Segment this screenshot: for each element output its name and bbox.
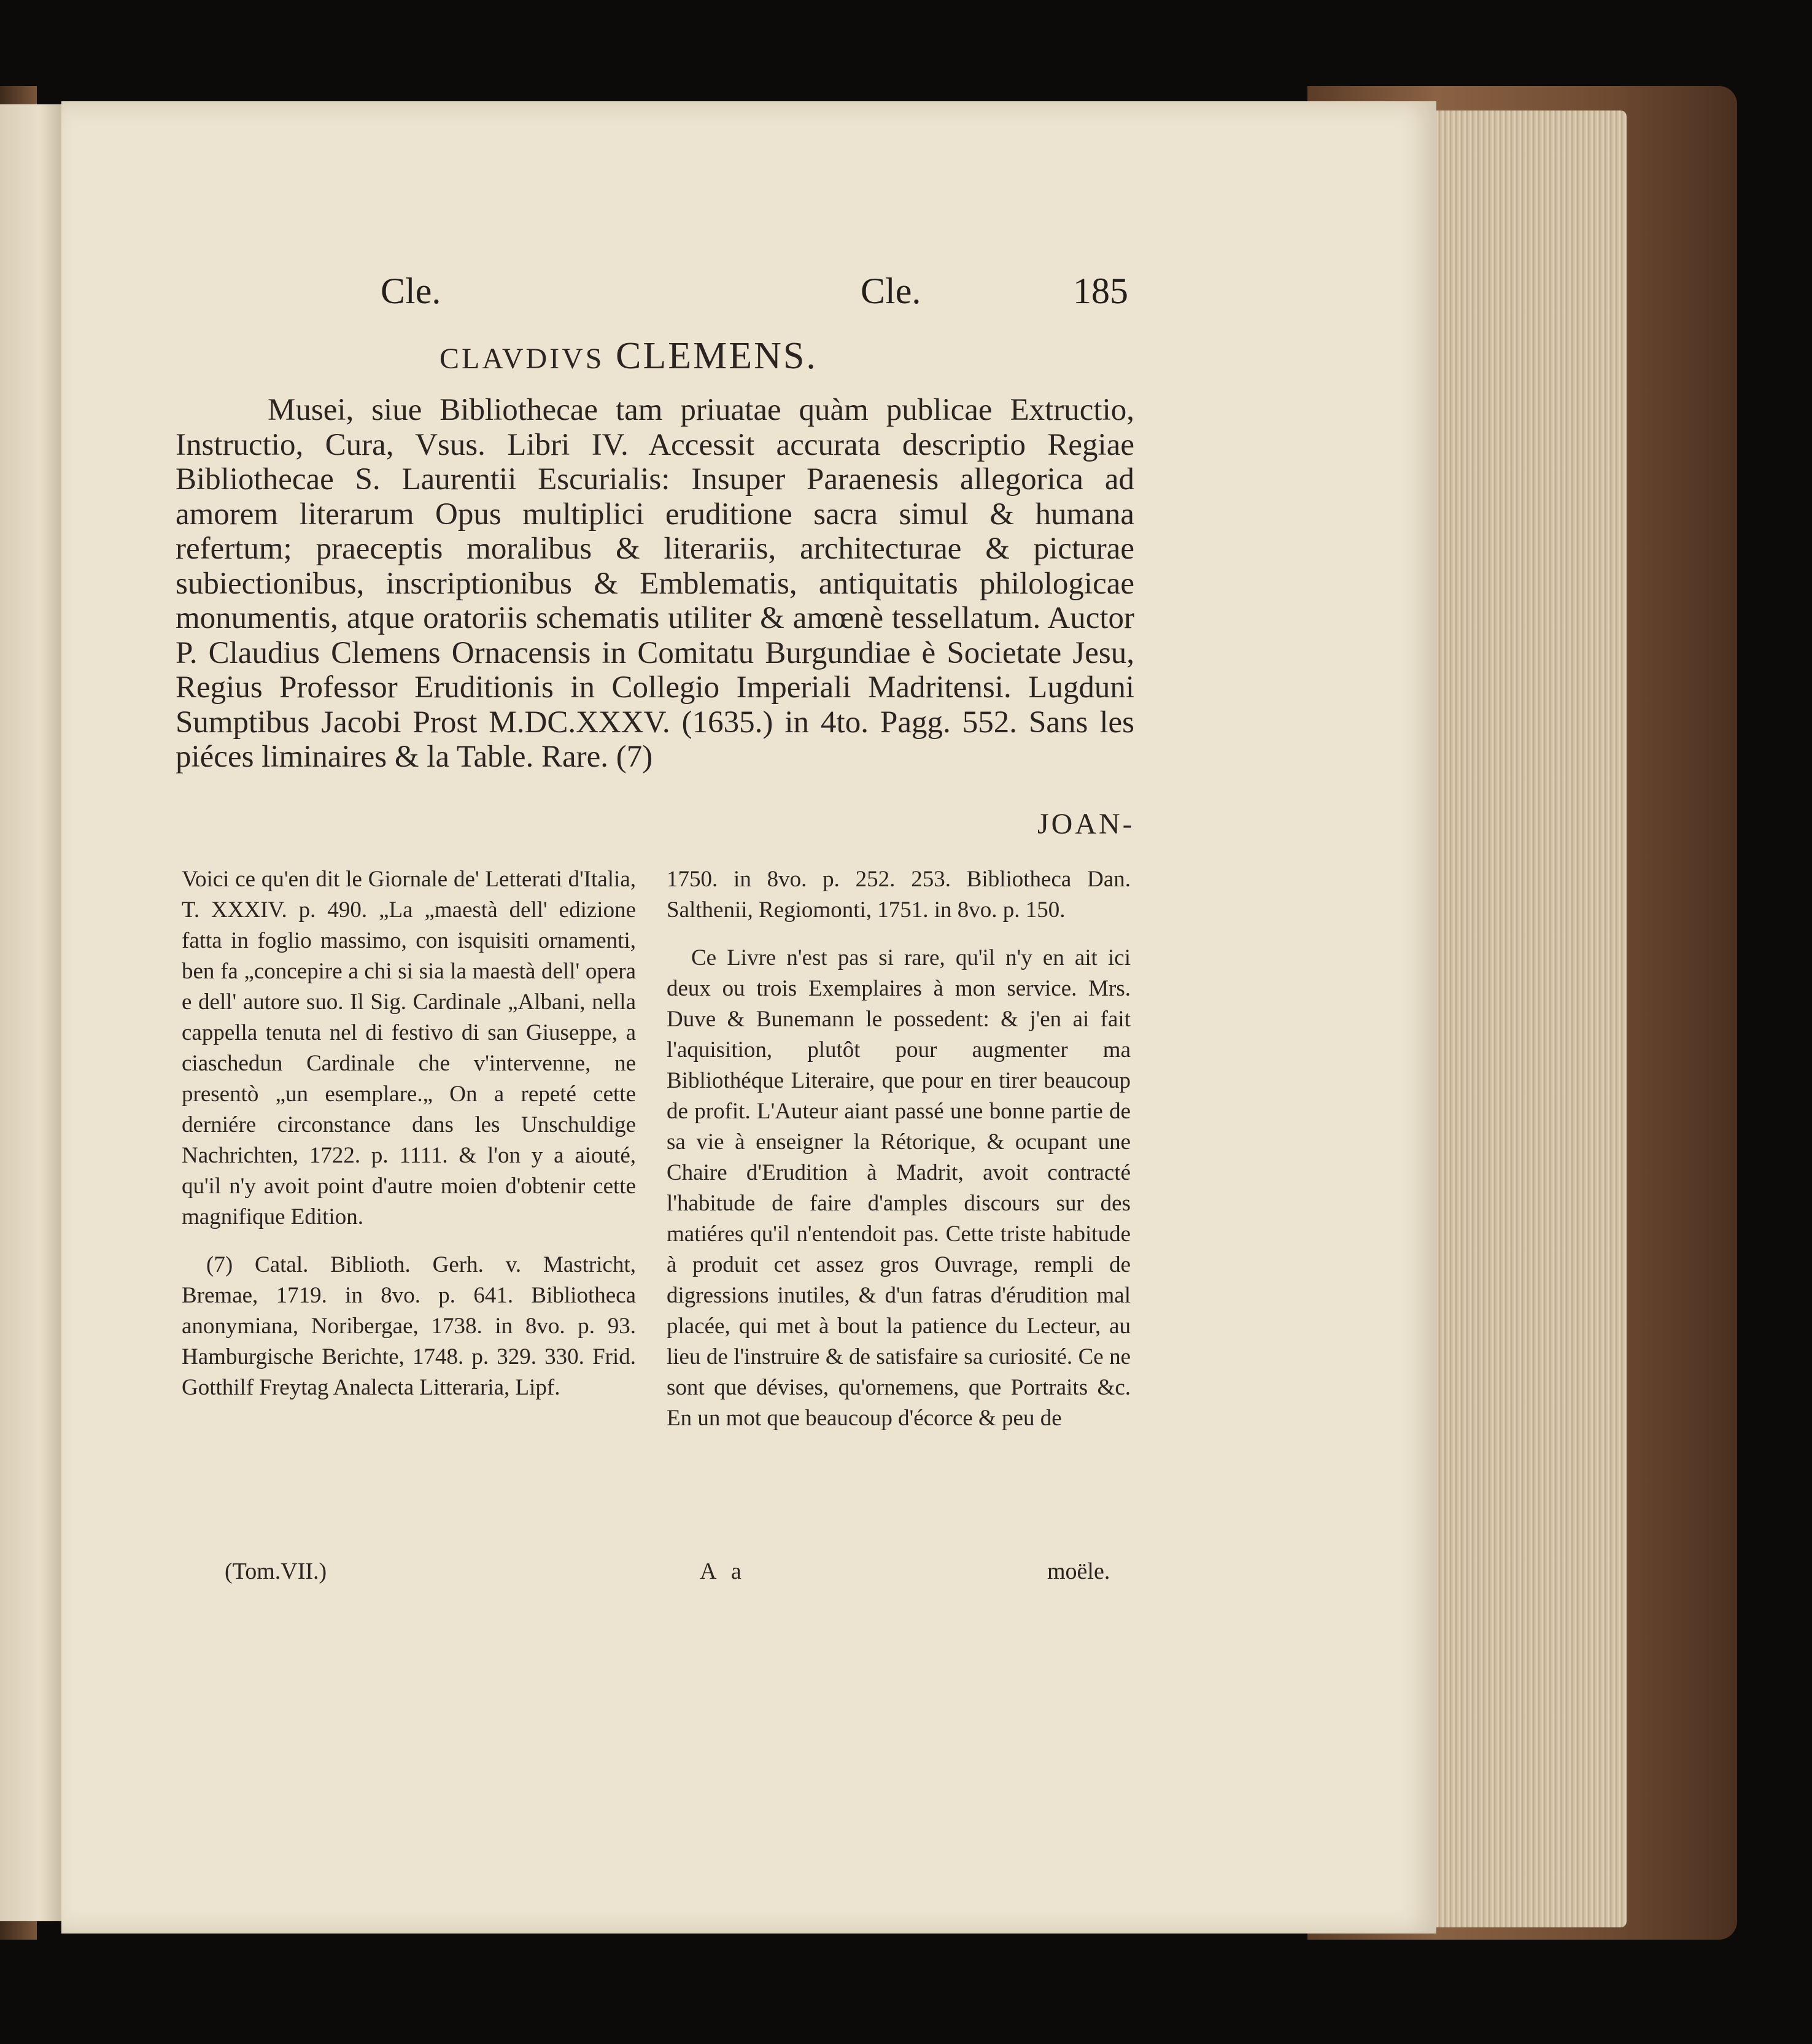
gathering-signature: A a (700, 1558, 746, 1584)
main-entry-text: Musei, siue Bibliothecae tam priuatae quàm publicae Extructio, Instructio, Cura, Vsus. Libri IV. Accessit accurata descriptio Regiae Bibliothecae S. Laurentii Escurialis: Insuper Paraenesis allegorica ad amorem literarum Opus multiplici eruditione sacra simul & humana refertum; praeceptis moralibus & literariis, architecturae & picturae subiectionibus, inscriptionibus & Emblematis, antiquitatis philologicae monumentis, atque oratoriis schematis utiliter & amœnè tessellatum. Auctor P. Claudius Clemens Ornacensis in Comitatu Burgundiae è Societate Jesu, Regius Professor Eruditionis in Collegio Imperiali Madritensi. Lugduni Sumptibus Jacobi Prost M.DC.XXXV. (1635.) in 4to. Pagg. 552. Sans les piéces liminaires & la Table. Rare. (7) (176, 393, 1134, 774)
catchword-top: JOAN- (1037, 808, 1135, 840)
entry-title-first: CLAVDIVS (439, 343, 605, 375)
page-number: 185 (1073, 271, 1128, 311)
entry-title-second: CLEMENS. (615, 335, 818, 377)
page-fore-edge (1430, 110, 1627, 1927)
right-column (667, 864, 1131, 1434)
entry-title (439, 335, 818, 378)
right-column-para-1: 1750. in 8vo. p. 252. 253. Bibliotheca Dan. Salthenii, Regiomonti, 1751. in 8vo. p. 150. (667, 867, 1131, 923)
main-entry (176, 393, 1134, 775)
left-column-para-2: (7) Catal. Biblioth. Gerh. v. Mastricht, Bremae, 1719. in 8vo. p. 641. Bibliotheca anonymiana, Noribergae, 1738. in 8vo. p. 93. Hamburgische Berichte, 1748. p. 329. 330. Frid. Gotthilf Freytag Analecta Litteraria, Lipf. (182, 1252, 636, 1400)
running-head-left: Cle. (381, 271, 441, 311)
left-page-edge (0, 104, 68, 1921)
volume-signature: (Tom.VII.) (225, 1558, 327, 1584)
left-column (182, 864, 636, 1403)
running-head-center: Cle. (861, 271, 921, 311)
catchword-bottom: moële. (1047, 1558, 1110, 1584)
right-column-para-2: Ce Livre n'est pas si rare, qu'il n'y en ait ici deux ou trois Exemplaires à mon service. Mrs. Duve & Bunemann le possedent: & j'en ai fait l'aquisition, plutôt pour augmenter ma Bibliothéque Literaire, que pour en tirer beaucoup de profit. L'Auteur aiant passé une bonne partie de sa vie à enseigner la Rétorique, & ocupant une Chaire d'Erudition à Madrit, avoit contracté l'habitude de faire d'amples discours sur des matiéres qu'il n'entendoit pas. Cette triste habitude à produit cet assez gros Ouvrage, rempli de digressions inutiles, & d'un fatras d'érudition mal placée, qui met à bout la patience du Lecteur, au lieu de l'instruire & de satisfaire sa curiosité. Ce ne sont que dévises, qu'ornemens, que Portraits &c. En un mot que beaucoup d'écorce & peu de (667, 945, 1131, 1431)
left-column-para-1: Voici ce qu'en dit le Giornale de' Letterati d'Italia, T. XXXIV. p. 490. „La „maestà dell' edizione fatta in foglio massimo, con isquisiti ornamenti, ben fa „concepire a chi si sia la maestà dell' opera e dell' autore suo. Il Sig. Cardinale „Albani, nella cappella tenuta nel di festivo di san Giuseppe, a ciaschedun Cardinale che v'intervenne, ne presentò „un esemplare.„ On a repeté cette derniére circonstance dans les Unschuldige Nachrichten, 1722. p. 1111. & l'on y a aiouté, qu'il n'y avoit point d'autre moien d'obtenir cette magnifique Edition. (182, 867, 636, 1229)
